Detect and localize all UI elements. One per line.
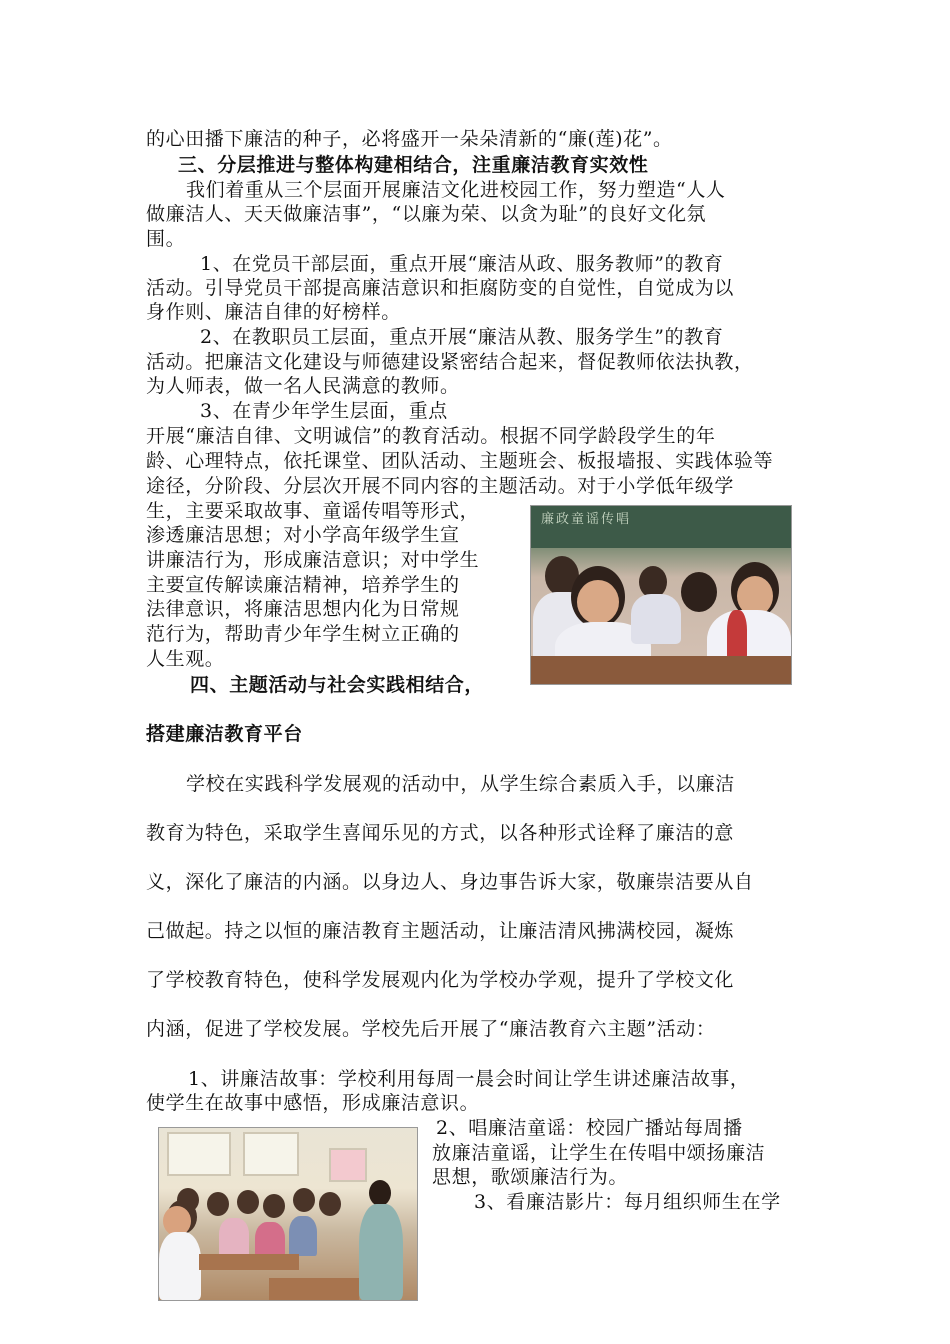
list-item-line: 使学生在故事中感悟，形成廉洁意识。	[146, 1092, 480, 1114]
paragraph-line: 的心田播下廉洁的种子，必将盛开一朵朵清新的“廉(莲)花”。	[146, 128, 673, 150]
classroom-photo	[530, 505, 792, 685]
list-item-line: 思想，歌颂廉洁行为。	[432, 1166, 629, 1188]
list-item-line: 3、看廉洁影片：每月组织师生在学	[474, 1191, 781, 1213]
list-item-line: 途径，分阶段、分层次开展不同内容的主题活动。对于小学低年级学	[146, 475, 735, 497]
list-item-line: 1、在党员干部层面，重点开展“廉洁从政、服务教师”的教育	[200, 253, 724, 275]
list-item-line: 2、唱廉洁童谣：校园广播站每周播	[436, 1117, 743, 1139]
list-item-line: 人生观。	[146, 648, 225, 670]
list-item-line: 法律意识，将廉洁思想内化为日常规	[146, 598, 460, 620]
list-item-line: 开展“廉洁自律、文明诚信”的教育活动。根据不同学龄段学生的年	[146, 425, 716, 447]
desk	[531, 656, 791, 684]
paragraph-line: 内涵，促进了学校发展。学校先后开展了“廉洁教育六主题”活动：	[146, 1018, 716, 1040]
list-item-line: 活动。把廉洁文化建设与师德建设紧密结合起来，督促教师依法执教，	[146, 351, 754, 373]
list-item-line: 身作则、廉洁自律的好榜样。	[146, 301, 401, 323]
blackboard-text: 廉政童谣传唱	[541, 512, 632, 527]
list-item-line: 渗透廉洁思想；对小学高年级学生宣	[146, 524, 460, 546]
section-heading-4-cont: 搭建廉洁教育平台	[146, 723, 303, 745]
list-item-line: 范行为，帮助青少年学生树立正确的	[146, 623, 460, 645]
section-heading-4: 四、主题活动与社会实践相结合，	[190, 674, 485, 696]
list-item-line: 活动。引导党员干部提高廉洁意识和拒腐防变的自觉性，自觉成为以	[146, 277, 735, 299]
paragraph-line: 义，深化了廉洁的内涵。以身边人、身边事告诉大家，敬廉崇洁要从自	[146, 871, 754, 893]
paragraph-line: 学校在实践科学发展观的活动中，从学生综合素质入手，以廉洁	[186, 773, 735, 795]
list-item-line: 生，主要采取故事、童谣传唱等形式，	[146, 500, 480, 522]
paragraph-line: 己做起。持之以恒的廉洁教育主题活动，让廉洁清风拂满校园，凝炼	[146, 920, 735, 942]
list-item-line: 为人师表，做一名人民满意的教师。	[146, 375, 460, 397]
list-item-line: 放廉洁童谣，让学生在传唱中颂扬廉洁	[432, 1142, 766, 1164]
list-item-line: 主要宣传解读廉洁精神，培养学生的	[146, 574, 460, 596]
list-item-line: 讲廉洁行为，形成廉洁意识；对中学生	[146, 549, 480, 571]
list-item-line: 1、讲廉洁故事：学校利用每周一晨会时间让学生讲述廉洁故事，	[188, 1068, 750, 1090]
list-item-line: 3、在青少年学生层面，重点	[200, 400, 448, 422]
list-item-line: 2、在教职员工层面，重点开展“廉洁从教、服务学生”的教育	[200, 326, 724, 348]
section-heading-3: 三、分层推进与整体构建相结合，注重廉洁教育实效性	[178, 154, 649, 176]
paragraph-line: 了学校教育特色，使科学发展观内化为学校办学观，提升了学校文化	[146, 969, 735, 991]
paragraph-line: 我们着重从三个层面开展廉洁文化进校园工作，努力塑造“人人	[186, 179, 726, 201]
paragraph-line: 教育为特色，采取学生喜闻乐见的方式，以各种形式诠释了廉洁的意	[146, 822, 735, 844]
list-item-line: 龄、心理特点，依托课堂、团队活动、主题班会、板报墙报、实践体验等	[146, 450, 774, 472]
paragraph-line: 做廉洁人、天天做廉洁事”，“以廉为荣、以贪为耻”的良好文化氛	[146, 203, 707, 225]
paragraph-line: 围。	[146, 228, 186, 250]
classroom-singing-photo	[158, 1127, 418, 1301]
